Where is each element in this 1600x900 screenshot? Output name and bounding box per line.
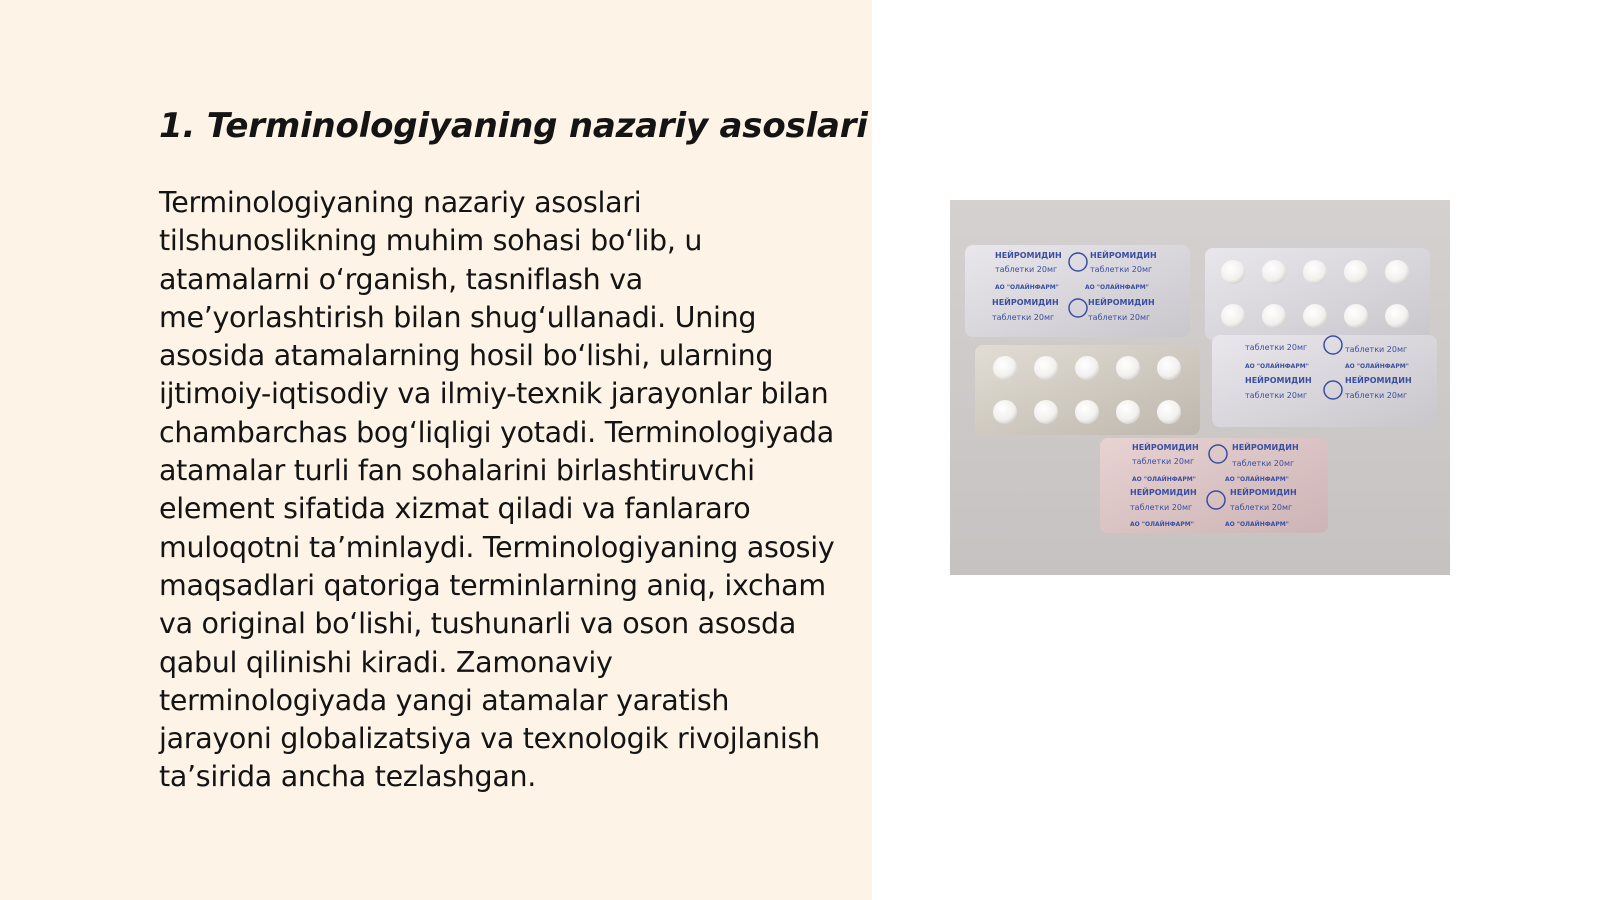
slide-title: 1. Terminologiyaning nazariy asoslari (159, 106, 868, 146)
slide-body-text: Terminologiyaning nazariy asoslari tilshunoslikning muhim sohasi bo‘lib, u atamalarni o‘rganish, tasniflash va me’yorlashtirish bilan shug‘ullanadi. Uning asosida atamalarning hosil bo‘lishi, ularning ijtimoiy-iqtisodiy va ilmiy-texnik jarayonlar bilan chambarchas bog‘liqligi yotadi. Terminologiyada atamalar turli fan sohalarini birlashtiruvchi element sifatida xizmat qiladi va fanlararo muloqotni ta’minlaydi. Terminologiyaning asosiy maqsadlari qatoriga terminlarning aniq, ixcham va original bo‘lishi, tushunarli va oson asosda qabul qilinishi kiradi. Zamonaviy terminologiyada yangi atamalar yaratish jarayoni globalizatsiya va texnologik rivojlanish ta’sirida ancha tezlashgan. (159, 186, 835, 794)
pack2-dose-b: таблетки 20мг (1345, 345, 1408, 354)
pack1-dose-c: таблетки 20мг (992, 313, 1055, 322)
pack3-dose-c: таблетки 20мг (1130, 503, 1193, 512)
blister-pack-printed-3 (1100, 438, 1328, 533)
pack2-maker-b: АО "ОЛАЙНФАРМ" (1345, 363, 1409, 370)
pack3-dose-d: таблетки 20мг (1230, 503, 1293, 512)
medicine-blister-photo (950, 200, 1450, 575)
pack1-dose-d: таблетки 20мг (1088, 313, 1151, 322)
pack2-label-b: НЕЙРОМИДИН (1345, 376, 1412, 385)
pack1-dose-b: таблетки 20мг (1090, 265, 1153, 274)
pack3-maker-a: АО "ОЛАЙНФАРМ" (1132, 476, 1196, 483)
pack2-dose-a: таблетки 20мг (1245, 343, 1308, 352)
pack1-label-c: НЕЙРОМИДИН (992, 298, 1059, 307)
pack1-label-a: НЕЙРОМИДИН (995, 251, 1062, 260)
pack3-maker-d: АО "ОЛАЙНФАРМ" (1225, 521, 1289, 528)
pack1-label-b: НЕЙРОМИДИН (1090, 251, 1157, 260)
pack1-dose-a: таблетки 20мг (995, 265, 1058, 274)
pack2-label-a: НЕЙРОМИДИН (1245, 376, 1312, 385)
blister-pack-printed-2 (1212, 335, 1437, 427)
blister-pack-pills-1 (1205, 248, 1430, 340)
pack3-label-d: НЕЙРОМИДИН (1230, 488, 1297, 497)
pack3-maker-c: АО "ОЛАЙНФАРМ" (1130, 521, 1194, 528)
blister-pack-pills-2 (975, 345, 1200, 435)
pack3-maker-b: АО "ОЛАЙНФАРМ" (1225, 476, 1289, 483)
pack3-dose-a: таблетки 20мг (1132, 457, 1195, 466)
pack3-dose-b: таблетки 20мг (1232, 459, 1295, 468)
pack1-maker-b: АО "ОЛАЙНФАРМ" (1085, 284, 1149, 291)
pack2-dose-c: таблетки 20мг (1245, 391, 1308, 400)
pack1-label-d: НЕЙРОМИДИН (1088, 298, 1155, 307)
pack1-maker-a: АО "ОЛАЙНФАРМ" (995, 284, 1059, 291)
pack3-label-c: НЕЙРОМИДИН (1130, 488, 1197, 497)
pack2-dose-d: таблетки 20мг (1345, 391, 1408, 400)
pack3-label-b: НЕЙРОМИДИН (1232, 443, 1299, 452)
blister-pack-printed-1 (965, 245, 1190, 337)
pack3-label-a: НЕЙРОМИДИН (1132, 443, 1199, 452)
pack2-maker-a: АО "ОЛАЙНФАРМ" (1245, 363, 1309, 370)
